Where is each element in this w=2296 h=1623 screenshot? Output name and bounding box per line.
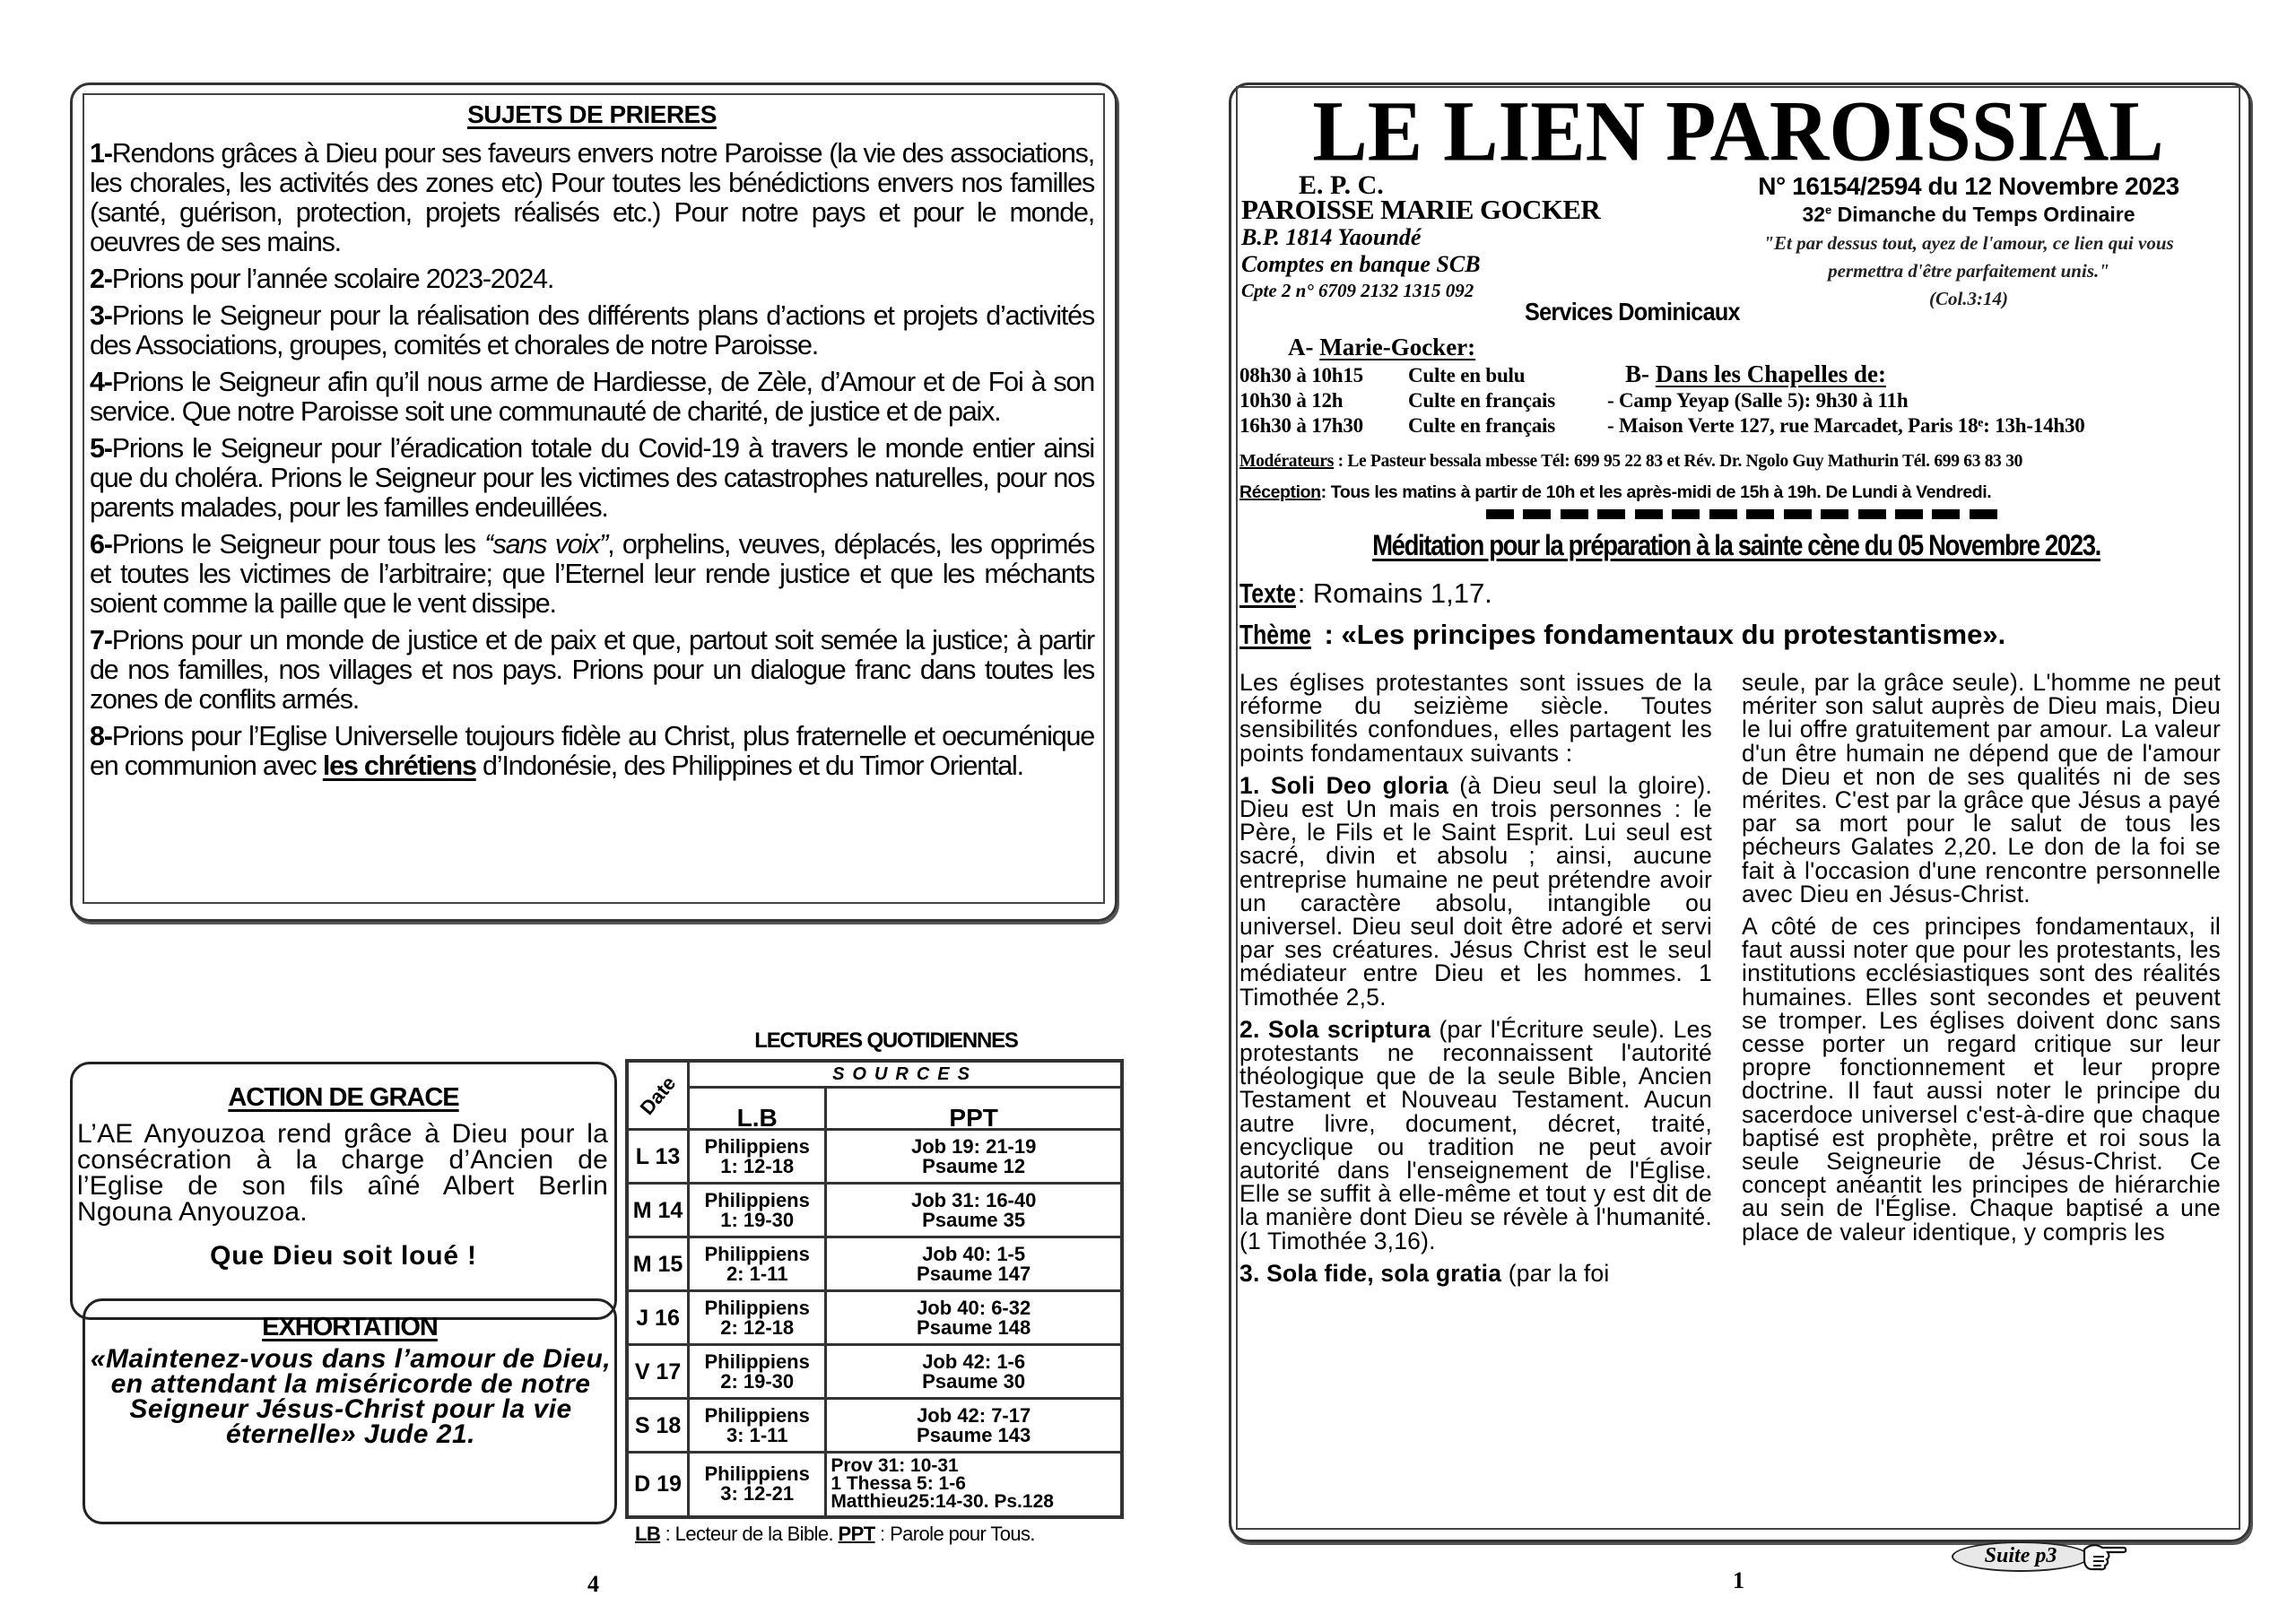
lb-header: L.B: [689, 1088, 826, 1130]
ppt-cell: [826, 1130, 1122, 1184]
lb-ref: 3: 12-21: [720, 1482, 795, 1506]
paragraph-text: (par l'Écriture seule). Les protestants ne reconnaissent l'autorité théologique que de la seule Bible, Ancien Testament et Nouveau Testament. Aucun autre livre, document, décret, traité, encyclique ou tradition ne peut avoir autorité dans l'enseignement de l'Église. Elle se suffit à elle-même et tout y est dit de la manière dont Dieu se révèle à l'humanité. (1 Timothée 3,16).: [1239, 1015, 1712, 1254]
meditation-paragraph: [1239, 771, 1712, 1011]
sunday-number: 32: [1802, 203, 1826, 226]
action-de-grace-praise: Que Dieu soit loué !: [210, 1241, 477, 1271]
lb-cell: [689, 1345, 826, 1399]
date-cell: D 19: [627, 1453, 689, 1517]
lb-ref: 2: 12-18: [720, 1315, 795, 1339]
ppt-cell: [826, 1184, 1122, 1237]
lb-cell: [689, 1130, 826, 1184]
ppt-cell: [826, 1399, 1122, 1453]
lectures-legend: [635, 1523, 1035, 1546]
newsletter-masthead: LE LIEN PAROISSIAL: [1312, 82, 2164, 179]
lectures-subheader-row: [627, 1088, 1122, 1130]
service-desc: Culte en bulu: [1408, 364, 1526, 386]
prayers-title-text: SUJETS DE PRIERES: [467, 100, 717, 128]
paragraph-text: Les églises protestantes sont issues de la réforme du seizième siècle. Toutes sensibilités confondues, elles partagent les points fondamentaux suivants :: [1239, 669, 1712, 767]
ppt-ref-2: Psaume 143: [917, 1423, 1031, 1446]
date-header-text: Date: [635, 1072, 681, 1119]
ppt-ref-1: Job 40: 1-5: [922, 1242, 1026, 1265]
date-cell: M 15: [627, 1237, 689, 1291]
texte-value: : Romains 1,17.: [1297, 577, 1492, 609]
prayer-number: 4-: [90, 367, 112, 397]
prayer-text: Prions le Seigneur pour l’éradication totale du Covid-19 à travers le monde entier ainsi que du choléra. Prions le Seigneur pour les victimes des catastrophes naturelles, pour nos parents malades, pour les familles endeuillées.: [90, 433, 1094, 523]
table-row: [627, 1130, 1122, 1184]
prayer-item: [90, 722, 1094, 781]
reception-text: : Tous les matins à partir de 10h et les après-midi de 15h à 19h. De Lundi à Vendredi.: [1320, 482, 1992, 502]
sunday-ordinal: e: [1825, 203, 1832, 217]
exhortation-title: [83, 1313, 617, 1342]
prayer-item: [90, 368, 1094, 427]
section-a-prefix: A-: [1288, 334, 1320, 360]
lb-book: Philippiens: [704, 1403, 810, 1427]
reception-line: [1239, 482, 1991, 503]
ppt-ref-1: Job 40: 6-32: [917, 1296, 1031, 1319]
issue-number: N° 16154/2594 du 12 Novembre 2023: [1758, 172, 2179, 200]
date-cell: V 17: [627, 1345, 689, 1399]
action-de-grace-title: [70, 1083, 617, 1113]
lb-cell: [689, 1291, 826, 1345]
service-desc: Culte en français: [1408, 414, 1555, 437]
page-number-right: 1: [1733, 1567, 1744, 1593]
prayers-title: [83, 100, 1101, 129]
prayer-text: Prions pour l’année scolaire 2023-2024.: [111, 264, 554, 294]
service-time: 10h30 à 12h: [1239, 389, 1344, 412]
meditation-paragraph: [1742, 671, 2221, 906]
lb-cell: [689, 1399, 826, 1453]
theme-value: : «Les principes fondamentaux du protestantisme».: [1316, 619, 2006, 650]
table-row: [627, 1345, 1122, 1399]
table-row: [627, 1237, 1122, 1291]
parish-name: PAROISSE MARIE GOCKER: [1241, 194, 1601, 225]
prayer-item: [90, 139, 1094, 257]
ppt-cell: [826, 1237, 1122, 1291]
prayers-list: [90, 139, 1094, 788]
lb-book: Philippiens: [704, 1188, 810, 1211]
bank-account: Cpte 2 n° 6709 2132 1315 092: [1241, 280, 1474, 301]
service-time: 16h30 à 17h30: [1239, 414, 1363, 437]
meditation-column-left: [1239, 671, 1712, 1294]
ppt-ref-2: 1 Thessa 5: 1-6: [831, 1473, 966, 1495]
prayer-item: [90, 530, 1094, 619]
service-time: 08h30 à 10h15: [1239, 364, 1363, 386]
lectures-title: LECTURES QUOTIDIENNES: [754, 1028, 1018, 1053]
prayer-item: [90, 626, 1094, 715]
prayer-text: Prions le Seigneur pour tous les: [111, 529, 484, 560]
church-abbreviation: E. P. C.: [1299, 170, 1384, 200]
ppt-ref-2: Psaume 148: [917, 1315, 1031, 1339]
reception-label: Réception: [1239, 482, 1321, 502]
paragraph-text: A côté de ces principes fondamentaux, il faut aussi noter que pour les protestants, les institutions ecclésiastiques sont des réalités humaines. Elles sont secondes et peuvent se tromper. Les églises doivent donc sans cesse porter un regard critique sur leur propre fonctionnement et leur propre doctrine. Il faut aussi noter le principe du sacerdoce universel c'est-à-dire que chaque baptisé est prophète, prêtre et roi sous la seule Seigneurie de Jésus-Christ. Ce concept anéantit les principes de hiérarchie au sein de l'Église. Chaque baptisé a une place de valeur identique, y compris les: [1742, 913, 2221, 1245]
ppt-cell: [826, 1291, 1122, 1345]
motto-reference: (Col.3:14): [1928, 288, 2009, 309]
paragraph-text: seule, par la grâce seule). L'homme ne peut mériter son salut auprès de Dieu mais, Dieu le lui offre gratuitement par amour. La valeur d'un être humain ne dépend que de l'amour de Dieu et non de ses qualités ni de ses mérites. C'est par la grâce que Jésus a payé par sa mort pour le salut de tous les pécheurs Galates 2,20. Le don de la foi se fait à l'occasion d'une rencontre personnelle avec Dieu en Jésus-Christ.: [1742, 669, 2221, 907]
services-section-a-title: [1288, 334, 1475, 361]
meditation-title: [1318, 529, 2154, 562]
meditation-text-reference: [1239, 577, 1492, 610]
lb-cell: [689, 1453, 826, 1517]
date-header: [627, 1061, 689, 1130]
ppt-cell: [826, 1345, 1122, 1399]
prayer-item: [90, 434, 1094, 523]
action-de-grace-text: L’AE Anyouzoa rend grâce à Dieu pour la consécration à la charge d’Ancien de l’Eglise de son fils aîné Albert Berlin Ngouna Anyouzoa.: [77, 1119, 608, 1227]
ppt-cell: [826, 1453, 1122, 1517]
meditation-paragraph: [1742, 915, 2221, 1244]
prayer-number: 3-: [90, 300, 112, 331]
po-box: B.P. 1814 Yaoundé: [1241, 224, 1422, 250]
lb-ref: 3: 1-11: [726, 1423, 788, 1446]
ppt-ref-1: Job 42: 7-17: [917, 1403, 1031, 1427]
sources-header: SOURCES: [689, 1061, 1122, 1088]
table-row: [627, 1184, 1122, 1237]
service-desc: Culte en français: [1408, 389, 1555, 412]
legend-lb-text: : Lecteur de la Bible.: [660, 1523, 839, 1545]
liturgical-sunday: [1704, 203, 2233, 227]
date-cell: S 18: [627, 1399, 689, 1453]
prayer-text: Prions pour un monde de justice et de paix et que, partout soit semée la justice; à partir de nos familles, nos villages et nos pays. Prions pour un dialogue franc dans toutes les zones de conflits armés.: [90, 625, 1094, 715]
ppt-ref-1: Prov 31: 10-31: [831, 1455, 959, 1477]
ppt-ref-3: Matthieu25:14-30. Ps.128: [831, 1491, 1054, 1513]
moderators-text: : Le Pasteur bessala mbesse Tél: 699 95 22 83 et Rév. Dr. Ngolo Guy Mathurin Tél. 699 63 83 30: [1334, 452, 2023, 471]
meditation-title-text: Méditation pour la préparation à la sainte cène du 05 Novembre 2023.: [1372, 529, 2100, 561]
prayer-text: Prions le Seigneur pour la réalisation des différents plans d’actions et projets d’activités des Associations, groupes, comités et chorales de notre Paroisse.: [90, 300, 1094, 360]
moderators-line: [1239, 452, 2022, 472]
legend-ppt-text: : Parole pour Tous.: [874, 1523, 1035, 1545]
lb-book: Philippiens: [704, 1296, 810, 1319]
lb-cell: [689, 1184, 826, 1237]
ppt-ref-1: Job 19: 21-19: [910, 1134, 1037, 1158]
principle-heading: 1. Soli Deo gloria: [1239, 771, 1448, 799]
principle-heading: 3. Sola fide, sola gratia: [1239, 1259, 1502, 1287]
lb-cell: [689, 1237, 826, 1291]
prayer-item: [90, 265, 1094, 294]
exhortation-title-text: EXHORTATION: [262, 1313, 438, 1341]
lb-book: Philippiens: [704, 1134, 810, 1158]
meditation-theme: [1239, 619, 2005, 651]
ppt-ref-1: Job 31: 16-40: [910, 1188, 1037, 1211]
section-b-name: Dans les Chapelles de:: [1655, 360, 1887, 387]
prayer-number: 7-: [90, 625, 112, 655]
services-title: Services Dominicaux: [1525, 298, 1740, 325]
lectures-header-row: [627, 1061, 1122, 1088]
services-section-b-title: [1625, 360, 1886, 388]
ppt-ref-2: Psaume 35: [922, 1208, 1026, 1231]
prayer-number: 2-: [90, 264, 112, 294]
ppt-ref-2: Psaume 30: [922, 1369, 1026, 1393]
principle-heading: 2. Sola scriptura: [1239, 1015, 1431, 1043]
meditation-paragraph: [1239, 1259, 1712, 1287]
meditation-paragraph: [1239, 1015, 1712, 1254]
lb-ref: 2: 19-30: [720, 1369, 795, 1393]
prayer-text-emphasis: les chrétiens: [322, 751, 476, 781]
dashed-divider: [1486, 509, 1997, 520]
motto-line-2: permettra d'être parfaitement unis.": [1828, 260, 2109, 282]
moderators-label: Modérateurs: [1239, 452, 1334, 471]
exhortation-text: «Maintenez-vous dans l’amour de Dieu, en attendant la miséricorde de notre Seigneur Jésus-Christ pour la vie éternelle» Jude 21.: [90, 1344, 612, 1449]
lb-ref: 1: 12-18: [720, 1154, 795, 1177]
bank-info: Comptes en banque SCB: [1241, 251, 1481, 277]
prayer-item: [90, 301, 1094, 360]
prayer-text: d’Indonésie, des Philippines et du Timor Oriental.: [475, 751, 1023, 781]
date-cell: J 16: [627, 1291, 689, 1345]
paragraph-text: (à Dieu seul la gloire). Dieu est Un mais en trois personnes : le Père, le Fils et le Saint Esprit. Lui seul est sacré, divin et absolu ; ainsi, aucune entreprise humaine ne peut prétendre avoir un caractère absolu, intangible ou universel. Dieu seul doit être adoré et servi par ses créatures. Jésus Christ est le seul médiateur entre Dieu et les hommes. 1 Timothée 2,5.: [1239, 771, 1712, 1011]
texte-label: Texte: [1239, 577, 1296, 609]
table-row: [627, 1453, 1122, 1517]
legend-ppt-abbr: PPT: [838, 1523, 875, 1545]
table-row: [627, 1291, 1122, 1345]
prayer-number: 8-: [90, 721, 112, 751]
lb-ref: 2: 1-11: [726, 1262, 788, 1285]
prayer-number: 1-: [90, 138, 112, 169]
prayer-text: Prions le Seigneur afin qu’il nous arme de Hardiesse, de Zèle, d’Amour et de Foi à son service. Que notre Paroisse soit une communauté de charité, de justice et de paix.: [90, 367, 1094, 427]
ppt-ref-2: Psaume 12: [922, 1154, 1026, 1177]
motto-quote: [1704, 230, 2233, 313]
prayer-text: Rendons grâces à Dieu pour ses faveurs envers notre Paroisse (la vie des associations, les chorales, les activités des zones etc) Pour toutes les bénédictions envers nos familles (santé, guérison, protection, projets réalisés etc.) Pour notre pays et pour le monde, oeuvres de ses mains.: [90, 138, 1094, 257]
table-row: [627, 1399, 1122, 1453]
section-a-name: Marie-Gocker:: [1319, 334, 1476, 360]
sunday-text: Dimanche du Temps Ordinaire: [1831, 203, 2135, 226]
date-cell: M 14: [627, 1184, 689, 1237]
legend-lb-abbr: LB: [635, 1523, 661, 1545]
ppt-header: PPT: [826, 1088, 1122, 1130]
lb-book: Philippiens: [704, 1242, 810, 1265]
prayer-text: , orphelins, veuves, déplacés, les opprimés et toutes les victimes de l’arbitraire; que l’Eternel leur rende justice et que les méchants soient comme la paille que le vent dissipe.: [90, 529, 1094, 619]
meditation-paragraph: [1239, 671, 1712, 765]
lb-book: Philippiens: [704, 1462, 810, 1486]
section-b-prefix: B-: [1625, 360, 1656, 387]
lb-ref: 1: 19-30: [720, 1208, 795, 1231]
pointing-hand-icon: [2081, 1541, 2127, 1575]
continue-on-page-link[interactable]: Suite p3: [1952, 1541, 2090, 1572]
paragraph-text: (par la foi: [1501, 1259, 1610, 1287]
page-number-left: 4: [587, 1571, 599, 1597]
theme-label: Thème: [1239, 619, 1311, 650]
meditation-column-right: [1742, 671, 2221, 1253]
lectures-table: [625, 1059, 1124, 1519]
prayer-number: 5-: [90, 433, 112, 464]
prayer-text: Prions pour l’Eglise Universelle toujours fidèle au Christ, plus fraternelle et oecuménique en communion avec: [90, 721, 1094, 781]
chapel-service: - Maison Verte 127, rue Marcadet, Paris 18ᵉ: 13h-14h30: [1607, 414, 2085, 437]
ppt-ref-1: Job 42: 1-6: [922, 1350, 1026, 1373]
prayer-number: 6-: [90, 529, 112, 560]
ppt-ref-2: Psaume 147: [917, 1262, 1031, 1285]
chapel-service: - Camp Yeyap (Salle 5): 9h30 à 11h: [1607, 389, 1909, 412]
date-cell: L 13: [627, 1130, 689, 1184]
action-de-grace-title-text: ACTION DE GRACE: [228, 1083, 459, 1112]
lb-book: Philippiens: [704, 1350, 810, 1373]
motto-line-1: "Et par dessus tout, ayez de l'amour, ce lien qui vous: [1763, 232, 2174, 254]
prayer-text-italic: ‘‘sans voix”: [483, 529, 608, 560]
